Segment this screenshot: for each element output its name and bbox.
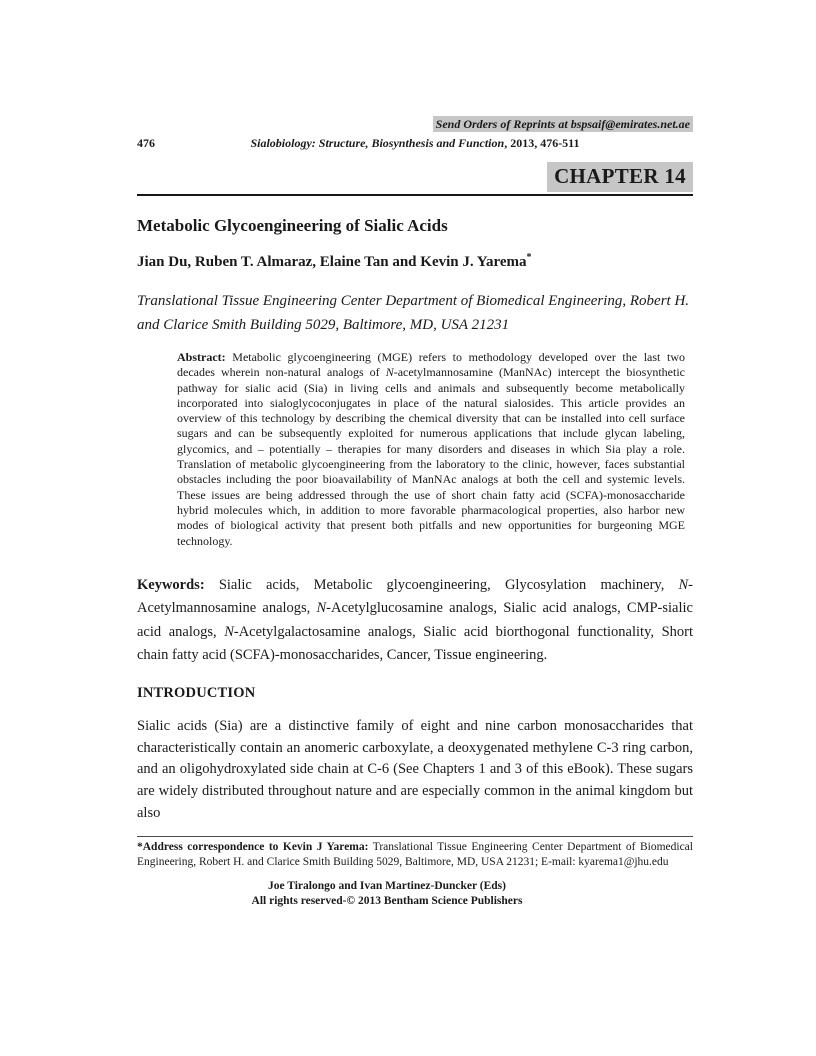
page-number: 476 <box>137 136 155 150</box>
footer-rights: All rights reserved-© 2013 Bentham Science Publishers <box>251 895 523 908</box>
authors-names: Jian Du, Ruben T. Almaraz, Elaine Tan and Kevin J. Yarema <box>137 254 527 270</box>
footer-editors: Joe Tiralongo and Ivan Martinez-Duncker (Eds) <box>267 879 506 892</box>
publisher-footer <box>137 879 693 910</box>
send-orders-banner <box>137 116 693 132</box>
send-orders-text: Send Orders of Reprints at bspsaif@emirates.net.ae <box>433 116 693 132</box>
abstract-paragraph: Abstract: Metabolic glycoengineering (MGE) refers to methodology developed over the last two decades wherein non-natural analogs of N-acetylmannosamine (ManNAc) intercept the biosynthetic pathway for sialic acid (Sia) in living cells and animals and subsequently become metabolically incorporated into sialoglycoconjugates in place of the natural sialosides. This article provides an overview of this technology by describing the chemical diversity that can be installed into cell surface sugars and can be subsequently exploited for numerous applications that include glycan labeling, glycomics, and – potentially – therapies for many disorders and diseases in which Sia play a role. Translation of metabolic glycoengineering from the laboratory to the clinic, however, faces substantial obstacles including the poor bioavailability of ManNAc analogs at both the cell and systemic levels. These issues are being addressed through the use of short chain fatty acid (SCFA)-monosaccharide hybrid molecules which, in addition to more favorable pharmacological properties, also harbor new modes of biological activity that present both pitfalls and new opportunities for burgeoning MGE technology. <box>177 350 686 548</box>
keywords-paragraph: Keywords: Sialic acids, Metabolic glycoengineering, Glycosylation machinery, N-Acetylmannosamine analogs, N-Acetylglucosamine analogs, Sialic acid analogs, CMP-sialic acid analogs, N-Acetylgalactosamine analogs, Sialic acid biorthogonal functionality, Short chain fatty acid (SCFA)-monosaccharides, Cancer, Tissue engineering. <box>137 576 693 664</box>
article-title: Metabolic Glycoengineering of Sialic Acids <box>137 216 448 235</box>
footnote-rule <box>137 836 693 837</box>
chapter-badge: CHAPTER 14 <box>547 162 693 192</box>
author-footnote-marker: * <box>526 252 532 263</box>
journal-citation <box>137 135 693 151</box>
chapter-badge-row <box>137 162 693 192</box>
header-rule <box>137 194 693 196</box>
affiliation: Translational Tissue Engineering Center Department of Biomedical Engineering, Robert H. and Clarice Smith Building 5029, Baltimore, MD, USA 21231 <box>137 293 690 333</box>
authors-line <box>137 254 693 271</box>
journal-title: Sialobiology: Structure, Biosynthesis and Function <box>250 136 505 150</box>
journal-citation-suffix: , 2013, 476-511 <box>504 136 580 150</box>
introduction-paragraph: Sialic acids (Sia) are a distinctive family of eight and nine carbon monosaccharides that characteristically contain an anomeric carboxylate, a deoxygenated methylene C-3 ring carbon, and an oligohydroxylated side chain at C-6 (See Chapters 1 and 3 of this eBook). These sugars are widely distributed throughout nature and are especially common in the animal kingdom but also <box>137 717 693 822</box>
correspondence-footnote: *Address correspondence to Kevin J Yarema: Translational Tissue Engineering Center Department of Biomedical Engineering, Robert H. and Clarice Smith Building 5029, Baltimore, MD, USA 21231; E-mail: kyarema1@jhu.edu <box>137 840 693 868</box>
section-heading-introduction: INTRODUCTION <box>137 684 256 701</box>
running-header <box>137 135 693 151</box>
